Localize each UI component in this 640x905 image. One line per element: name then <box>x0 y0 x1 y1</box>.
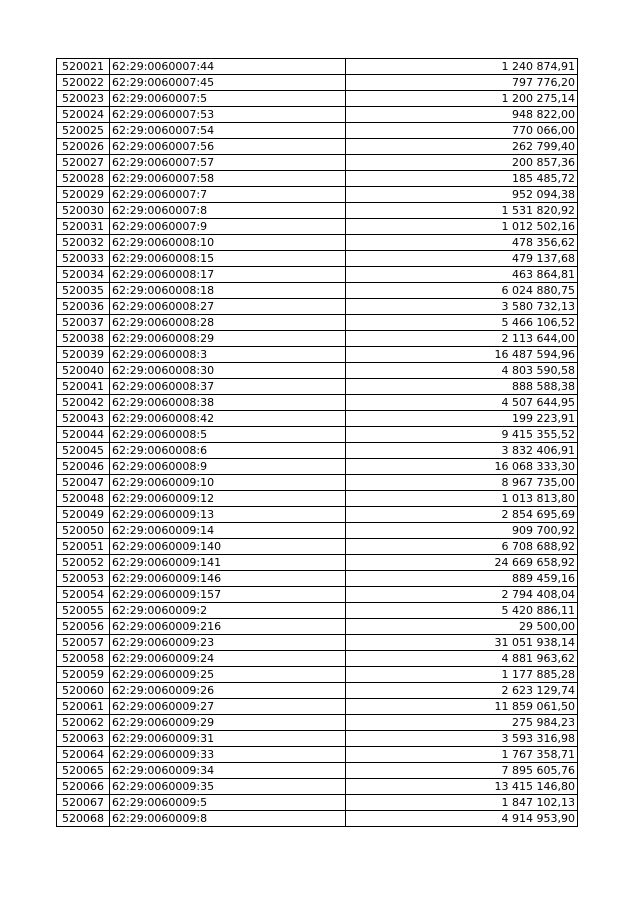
cadastral-number-cell: 62:29:0060009:157 <box>110 587 346 603</box>
cadastral-value-cell: 1 200 275,14 <box>346 91 578 107</box>
cadastral-value-cell: 4 914 953,90 <box>346 811 578 827</box>
row-number-cell: 520056 <box>57 619 110 635</box>
row-number-cell: 520035 <box>57 283 110 299</box>
cadastral-number-cell: 62:29:0060008:17 <box>110 267 346 283</box>
row-number-cell: 520042 <box>57 395 110 411</box>
table-row <box>57 91 578 107</box>
cadastral-value-cell: 24 669 658,92 <box>346 555 578 571</box>
row-number-cell: 520054 <box>57 587 110 603</box>
cadastral-value-cell: 888 588,38 <box>346 379 578 395</box>
row-number-cell: 520033 <box>57 251 110 267</box>
cadastral-number-cell: 62:29:0060009:8 <box>110 811 346 827</box>
table-row <box>57 363 578 379</box>
table-row <box>57 635 578 651</box>
table-row <box>57 267 578 283</box>
table-row <box>57 571 578 587</box>
cadastral-number-cell: 62:29:0060007:7 <box>110 187 346 203</box>
cadastral-number-cell: 62:29:0060008:18 <box>110 283 346 299</box>
row-number-cell: 520052 <box>57 555 110 571</box>
table-row <box>57 59 578 75</box>
cadastral-value-cell: 2 623 129,74 <box>346 683 578 699</box>
cadastral-value-cell: 185 485,72 <box>346 171 578 187</box>
row-number-cell: 520068 <box>57 811 110 827</box>
cadastral-value-cell: 2 794 408,04 <box>346 587 578 603</box>
table-body <box>57 59 578 827</box>
table-row <box>57 171 578 187</box>
cadastral-number-cell: 62:29:0060009:141 <box>110 555 346 571</box>
row-number-cell: 520045 <box>57 443 110 459</box>
row-number-cell: 520031 <box>57 219 110 235</box>
table-row <box>57 715 578 731</box>
table-row <box>57 443 578 459</box>
cadastral-number-cell: 62:29:0060009:14 <box>110 523 346 539</box>
cadastral-number-cell: 62:29:0060008:15 <box>110 251 346 267</box>
row-number-cell: 520050 <box>57 523 110 539</box>
cadastral-value-cell: 262 799,40 <box>346 139 578 155</box>
table-row <box>57 155 578 171</box>
table-row <box>57 811 578 827</box>
table-row <box>57 459 578 475</box>
table-row <box>57 187 578 203</box>
row-number-cell: 520060 <box>57 683 110 699</box>
cadastral-value-cell: 948 822,00 <box>346 107 578 123</box>
cadastral-number-cell: 62:29:0060009:34 <box>110 763 346 779</box>
cadastral-number-cell: 62:29:0060009:23 <box>110 635 346 651</box>
cadastral-value-cell: 1 847 102,13 <box>346 795 578 811</box>
table-row <box>57 123 578 139</box>
row-number-cell: 520036 <box>57 299 110 315</box>
row-number-cell: 520047 <box>57 475 110 491</box>
cadastral-value-cell: 7 895 605,76 <box>346 763 578 779</box>
cadastral-value-cell: 1 012 502,16 <box>346 219 578 235</box>
cadastral-number-cell: 62:29:0060007:45 <box>110 75 346 91</box>
table-row <box>57 779 578 795</box>
cadastral-value-cell: 2 113 644,00 <box>346 331 578 347</box>
cadastral-number-cell: 62:29:0060009:26 <box>110 683 346 699</box>
table-row <box>57 315 578 331</box>
cadastral-number-cell: 62:29:0060008:37 <box>110 379 346 395</box>
cadastral-number-cell: 62:29:0060007:44 <box>110 59 346 75</box>
table-row <box>57 75 578 91</box>
table-row <box>57 491 578 507</box>
cadastral-value-cell: 2 854 695,69 <box>346 507 578 523</box>
table-row <box>57 699 578 715</box>
cadastral-value-cell: 4 803 590,58 <box>346 363 578 379</box>
cadastral-number-cell: 62:29:0060008:28 <box>110 315 346 331</box>
row-number-cell: 520034 <box>57 267 110 283</box>
table-row <box>57 747 578 763</box>
row-number-cell: 520023 <box>57 91 110 107</box>
row-number-cell: 520041 <box>57 379 110 395</box>
cadastral-number-cell: 62:29:0060007:57 <box>110 155 346 171</box>
cadastral-value-cell: 1 240 874,91 <box>346 59 578 75</box>
table-row <box>57 587 578 603</box>
row-number-cell: 520067 <box>57 795 110 811</box>
table-row <box>57 299 578 315</box>
cadastral-value-cell: 9 415 355,52 <box>346 427 578 443</box>
cadastral-number-cell: 62:29:0060007:58 <box>110 171 346 187</box>
cadastral-value-cell: 1 531 820,92 <box>346 203 578 219</box>
row-number-cell: 520058 <box>57 651 110 667</box>
table-row <box>57 427 578 443</box>
cadastral-value-cell: 275 984,23 <box>346 715 578 731</box>
cadastral-value-cell: 3 832 406,91 <box>346 443 578 459</box>
row-number-cell: 520063 <box>57 731 110 747</box>
table-row <box>57 251 578 267</box>
table-row <box>57 411 578 427</box>
cadastral-number-cell: 62:29:0060009:13 <box>110 507 346 523</box>
row-number-cell: 520051 <box>57 539 110 555</box>
row-number-cell: 520037 <box>57 315 110 331</box>
row-number-cell: 520021 <box>57 59 110 75</box>
cadastral-value-cell: 6 024 880,75 <box>346 283 578 299</box>
cadastral-value-cell: 16 487 594,96 <box>346 347 578 363</box>
cadastral-number-cell: 62:29:0060009:29 <box>110 715 346 731</box>
cadastral-number-cell: 62:29:0060007:54 <box>110 123 346 139</box>
row-number-cell: 520044 <box>57 427 110 443</box>
cadastral-value-cell: 1 177 885,28 <box>346 667 578 683</box>
table-row <box>57 555 578 571</box>
cadastral-number-cell: 62:29:0060009:5 <box>110 795 346 811</box>
table-row <box>57 651 578 667</box>
cadastral-number-cell: 62:29:0060008:6 <box>110 443 346 459</box>
cadastral-value-cell: 1 767 358,71 <box>346 747 578 763</box>
table-row <box>57 603 578 619</box>
cadastral-number-cell: 62:29:0060007:8 <box>110 203 346 219</box>
cadastral-number-cell: 62:29:0060008:29 <box>110 331 346 347</box>
cadastral-number-cell: 62:29:0060007:56 <box>110 139 346 155</box>
cadastral-number-cell: 62:29:0060008:3 <box>110 347 346 363</box>
table-row <box>57 347 578 363</box>
row-number-cell: 520027 <box>57 155 110 171</box>
cadastral-number-cell: 62:29:0060008:5 <box>110 427 346 443</box>
table-row <box>57 683 578 699</box>
cadastral-number-cell: 62:29:0060009:27 <box>110 699 346 715</box>
table-row <box>57 539 578 555</box>
cadastral-number-cell: 62:29:0060007:5 <box>110 91 346 107</box>
cadastral-value-table <box>56 58 578 827</box>
cadastral-value-cell: 200 857,36 <box>346 155 578 171</box>
cadastral-value-cell: 13 415 146,80 <box>346 779 578 795</box>
cadastral-number-cell: 62:29:0060007:53 <box>110 107 346 123</box>
cadastral-value-cell: 11 859 061,50 <box>346 699 578 715</box>
row-number-cell: 520040 <box>57 363 110 379</box>
table-row <box>57 731 578 747</box>
cadastral-value-cell: 889 459,16 <box>346 571 578 587</box>
cadastral-number-cell: 62:29:0060009:216 <box>110 619 346 635</box>
cadastral-number-cell: 62:29:0060009:25 <box>110 667 346 683</box>
cadastral-value-cell: 4 881 963,62 <box>346 651 578 667</box>
row-number-cell: 520046 <box>57 459 110 475</box>
row-number-cell: 520055 <box>57 603 110 619</box>
cadastral-number-cell: 62:29:0060009:24 <box>110 651 346 667</box>
cadastral-value-cell: 797 776,20 <box>346 75 578 91</box>
table-row <box>57 619 578 635</box>
table-row <box>57 219 578 235</box>
row-number-cell: 520053 <box>57 571 110 587</box>
table-row <box>57 795 578 811</box>
table-row <box>57 379 578 395</box>
table-row <box>57 235 578 251</box>
table-row <box>57 507 578 523</box>
cadastral-value-cell: 5 466 106,52 <box>346 315 578 331</box>
row-number-cell: 520025 <box>57 123 110 139</box>
cadastral-value-cell: 6 708 688,92 <box>346 539 578 555</box>
cadastral-number-cell: 62:29:0060008:9 <box>110 459 346 475</box>
row-number-cell: 520064 <box>57 747 110 763</box>
cadastral-value-cell: 479 137,68 <box>346 251 578 267</box>
row-number-cell: 520028 <box>57 171 110 187</box>
cadastral-number-cell: 62:29:0060009:35 <box>110 779 346 795</box>
row-number-cell: 520029 <box>57 187 110 203</box>
cadastral-value-cell: 478 356,62 <box>346 235 578 251</box>
cadastral-number-cell: 62:29:0060009:31 <box>110 731 346 747</box>
cadastral-value-cell: 952 094,38 <box>346 187 578 203</box>
cadastral-value-cell: 4 507 644,95 <box>346 395 578 411</box>
row-number-cell: 520062 <box>57 715 110 731</box>
row-number-cell: 520059 <box>57 667 110 683</box>
row-number-cell: 520066 <box>57 779 110 795</box>
cadastral-number-cell: 62:29:0060008:10 <box>110 235 346 251</box>
cadastral-value-cell: 16 068 333,30 <box>346 459 578 475</box>
table-row <box>57 331 578 347</box>
cadastral-value-cell: 31 051 938,14 <box>346 635 578 651</box>
table-row <box>57 139 578 155</box>
cadastral-value-cell: 1 013 813,80 <box>346 491 578 507</box>
cadastral-number-cell: 62:29:0060009:12 <box>110 491 346 507</box>
row-number-cell: 520057 <box>57 635 110 651</box>
row-number-cell: 520039 <box>57 347 110 363</box>
cadastral-value-cell: 199 223,91 <box>346 411 578 427</box>
row-number-cell: 520043 <box>57 411 110 427</box>
table-row <box>57 475 578 491</box>
cadastral-number-cell: 62:29:0060008:42 <box>110 411 346 427</box>
cadastral-number-cell: 62:29:0060008:38 <box>110 395 346 411</box>
row-number-cell: 520026 <box>57 139 110 155</box>
row-number-cell: 520048 <box>57 491 110 507</box>
cadastral-value-cell: 8 967 735,00 <box>346 475 578 491</box>
row-number-cell: 520065 <box>57 763 110 779</box>
cadastral-value-cell: 3 593 316,98 <box>346 731 578 747</box>
row-number-cell: 520022 <box>57 75 110 91</box>
cadastral-number-cell: 62:29:0060009:10 <box>110 475 346 491</box>
cadastral-number-cell: 62:29:0060008:27 <box>110 299 346 315</box>
row-number-cell: 520030 <box>57 203 110 219</box>
row-number-cell: 520024 <box>57 107 110 123</box>
cadastral-number-cell: 62:29:0060009:146 <box>110 571 346 587</box>
cadastral-number-cell: 62:29:0060009:140 <box>110 539 346 555</box>
table-row <box>57 667 578 683</box>
cadastral-value-cell: 5 420 886,11 <box>346 603 578 619</box>
row-number-cell: 520032 <box>57 235 110 251</box>
cadastral-value-cell: 29 500,00 <box>346 619 578 635</box>
cadastral-value-cell: 463 864,81 <box>346 267 578 283</box>
cadastral-number-cell: 62:29:0060009:2 <box>110 603 346 619</box>
table-row <box>57 203 578 219</box>
row-number-cell: 520061 <box>57 699 110 715</box>
table-row <box>57 107 578 123</box>
cadastral-number-cell: 62:29:0060008:30 <box>110 363 346 379</box>
row-number-cell: 520038 <box>57 331 110 347</box>
table-row <box>57 283 578 299</box>
cadastral-value-cell: 3 580 732,13 <box>346 299 578 315</box>
cadastral-number-cell: 62:29:0060007:9 <box>110 219 346 235</box>
table-row <box>57 395 578 411</box>
cadastral-value-cell: 770 066,00 <box>346 123 578 139</box>
table-row <box>57 763 578 779</box>
cadastral-number-cell: 62:29:0060009:33 <box>110 747 346 763</box>
row-number-cell: 520049 <box>57 507 110 523</box>
table-row <box>57 523 578 539</box>
cadastral-value-cell: 909 700,92 <box>346 523 578 539</box>
